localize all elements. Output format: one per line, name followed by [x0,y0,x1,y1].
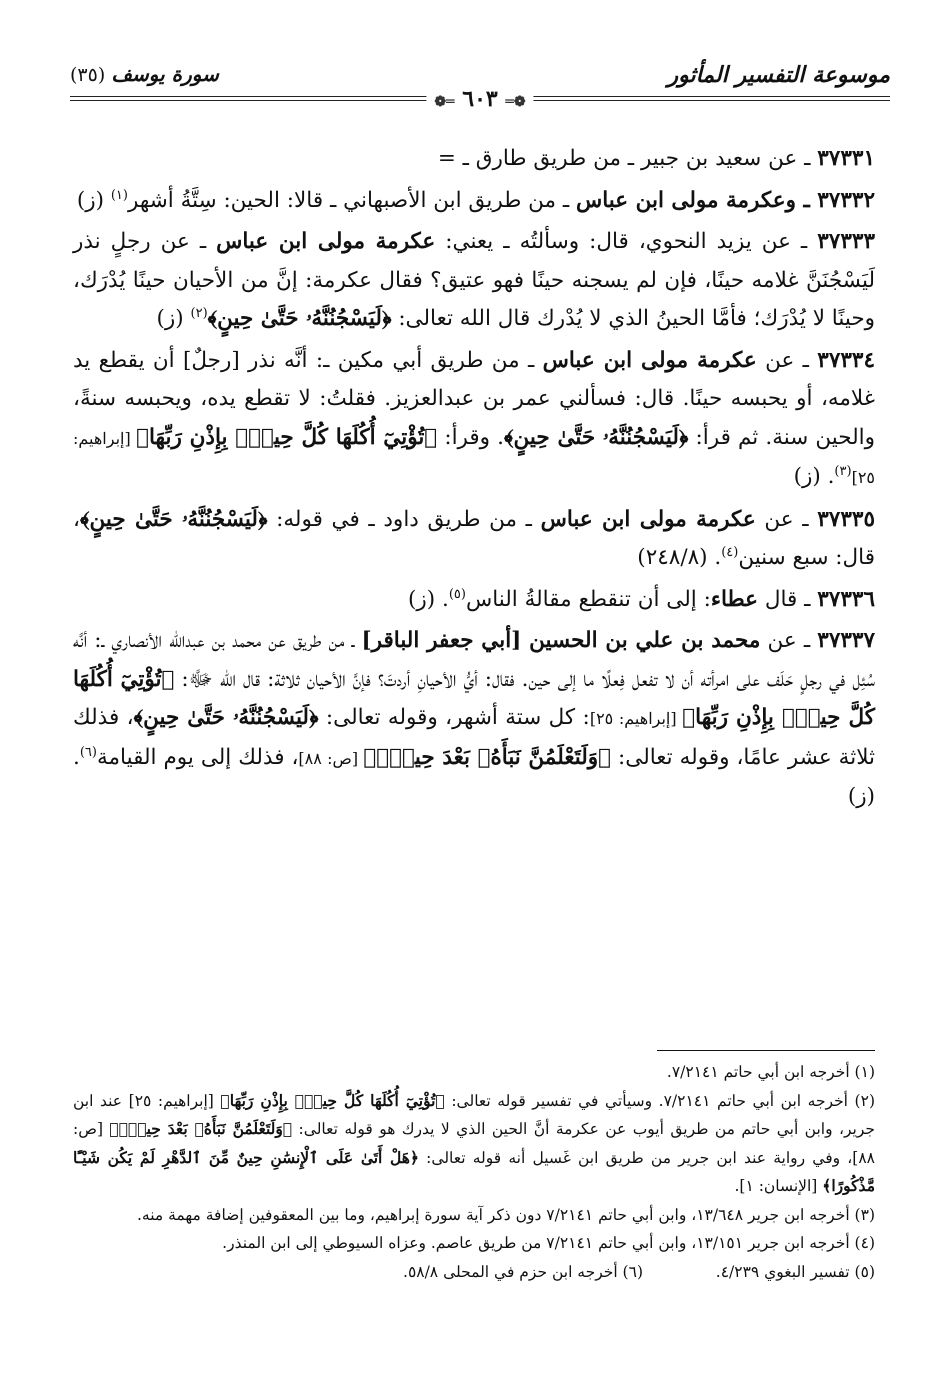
quran-verse: ﴿هَلْ أَتَىٰ عَلَى ٱلْإِنسَٰنِ حِينٌ مِّنَ ٱلدَّهْرِ لَمْ يَكُن شَيْـًٔا مَّذْكُورًا﴾ [73,1147,875,1195]
entry-37337 [73,622,875,817]
footnote-text: [إبراهيم: ٢٥] عند ابن جرير، وابن أبي حاتم من طريق أيوب عن عكرمة أنَّ الحين الذي لا يدرك هو قوله تعالى: [73,1091,875,1138]
sura-label [70,62,219,86]
footnote-marker: (٥) [448,586,466,602]
quran-verse: ﴿وَلَتَعْلَمُنَّ نَبَأَهُۥ بَعْدَ حِينٍۭ﴾ [363,744,612,770]
footnote-3: (٣) أخرجه ابن جرير ١٣/٦٤٨، وابن أبي حاتم ٧/٢١٤١ دون ذكر آية سورة إبراهيم، وما بين المعقوفين إضافة مهمة منه. [136,1205,875,1224]
verse-reference: [إبراهيم: ٢٥] [73,428,875,487]
footnote-marker: (٢) [190,305,208,321]
footnote-marker: (٤) [721,544,739,560]
footnote-marker: (٣) [834,463,852,479]
entry-text: ، فذلك ثلاثة عشر عامًا، وقوله تعالى: [73,705,876,770]
entry-text: ، فذلك إلى يوم القيامة [96,744,299,770]
entry-tail: (ز) [76,187,111,213]
entry-number: ٣٧٣٣٧ [817,628,876,653]
quran-verse: ﴿لَيَسْجُنُنَّهُۥ حَتَّىٰ حِينٍ﴾ [133,705,319,730]
entry-text: ـ من طريق عن محمد بن عبدالله الأنصاري ـ: أنَّه سُئِل في رجلٍ حَلَف على امرأته أن لا تفعل فِعلًا ما إلى حين. فقال: أيُّ الأحيانِ أردتَ؟ فإنَّ الأحيان ثلاثة: قال الله ﷻ: [73,628,875,692]
page-number-box [426,86,533,112]
footnote-marker: (٦) [79,744,97,760]
quran-verse: ﴿تُؤْتِيٓ أُكُلَهَا كُلَّ حِينٍۭ بِإِذْنِ رَبِّهَا﴾ [73,666,875,730]
verse-number: (٣٥) [70,64,106,86]
entry-text: ـ عن [755,506,818,532]
footnote-separator [657,1050,875,1051]
entry-37332 [73,182,875,221]
narrator-name: عكرمة مولى ابن عباس [216,229,436,254]
footnote-4: (٤) أخرجه ابن جرير ١٣/١٥١، وابن أبي حاتم ٧/٢١٤١ من طريق عاصم. وعزاه السيوطي إلى ابن المنذر. [222,1234,875,1252]
footnote-6: (٦) أخرجه ابن حزم في المحلى ٥٨/٨. [403,1262,643,1281]
quran-verse: ﴿لَيَسْجُنُنَّهُۥ حَتَّىٰ حِينٍ﴾ [79,506,268,532]
narrator-name: ـ وعكرمة مولى ابن عباس [576,187,818,213]
entry-text: ـ عن سعيد بن جبير ـ من طريق طارق ـ = [437,146,818,171]
entry-tail: . (ز) [793,464,835,489]
verse-reference: [ص: ٨٨] [298,748,364,768]
entry-number: ٣٧٣٣١ [817,146,875,171]
sura-name: سورة يوسف [111,62,219,86]
entry-37334 [73,342,875,498]
footnote-marker: (١) [110,187,128,203]
entry-text: ـ عن [760,628,818,653]
narrator-name: عطاء [710,586,758,612]
quran-verse: ﴿تُؤْتِيٓ أُكُلَهَا كُلَّ حِينٍۭ بِإِذْنِ رَبِّهَا﴾ [220,1090,445,1110]
entry-text: ـ من طريق ابن الأصبهاني ـ قالا: الحين: سِتَّةُ أشهر [127,187,576,213]
entry-number: ٣٧٣٣٥ [817,506,875,532]
entry-text: ، قال: سبع سنين [73,506,875,570]
entry-text: ـ من طريق داود ـ في قوله: [267,506,541,532]
ornament-icon: ❁═ [505,94,526,110]
footnote-row [73,1258,875,1287]
entry-number: ٣٧٣٣٢ [817,187,875,213]
footnote-text: (٢) أخرجه ابن أبي حاتم ٧/٢١٤١. وسيأتي في تفسير قوله تعالى: [444,1091,875,1110]
entry-text: ـ من طريق أبي مكين ـ: أنَّه نذر [رجلٌ] أن يقطع يد غلامه، أو يحبسه حينًا. قال: فسألني عمر بن عبدالعزيز. فقلتُ: لا تقطع يده، ويحبسه سنةً، والحين سنة. ثم قرأ: [73,347,875,450]
entry-text: : إلى أن تنقطع مقالةُ الناس [465,586,711,612]
entry-text: ـ عن [756,347,818,373]
footnote-5: (٥) تفسير البغوي ٤/٢٣٩. [715,1262,875,1281]
entry-tail: . (ز) [407,586,449,612]
page-number: ٦٠٣ [462,86,498,112]
verse-reference: [إبراهيم: ٢٥] [589,709,683,728]
entry-number: ٣٧٣٣٣ [817,229,875,254]
entry-tail: (ز) [156,306,191,331]
page-header [70,62,890,118]
footnote-2 [73,1087,875,1201]
narrator-name: عكرمة مولى ابن عباس [540,506,756,532]
entry-37336 [73,581,875,620]
entry-text: ـ عن يزيد النحوي، قال: وسألتُه ـ يعني: [435,229,818,254]
footnote-text: [الإنسان: ١]. [734,1177,823,1195]
entry-text: ـ عن رجلٍ نذر لَيَسْجُنَنَّ غلامه حينًا، فإن لم يسجنه حينًا فهو عتيق؟ فقال عكرمة: إنَّ من الأحيان حينًا يُدْرَك، وحينًا لا يُدْرَك؛ فأمَّا الحينُ الذي لا يُدْرك قال الله تعالى: [73,229,875,331]
narrator-name: محمد بن علي بن الحسين [أبي جعفر الباقر] [361,628,761,653]
footnote-text: [ص: ٨٨]، وفي رواية عند ابن جرير من طريق ابن غَسيل أنه قوله تعالى: [73,1120,875,1167]
entry-text: : كل ستة أشهر، وقوله تعالى: [318,705,590,730]
ornament-icon: ═❁ [434,94,455,110]
main-text [73,140,875,820]
entry-37333 [73,223,875,339]
footnotes [73,1058,875,1286]
entry-number: ٣٧٣٣٦ [817,586,875,612]
book-title: موسوعة التفسير المأثور [667,62,890,88]
quran-verse: ﴿وَلَتَعْلَمُنَّ نَبَأَهُۥ بَعْدَ حِينٍۭ﴾ [109,1119,293,1138]
quran-verse: ﴿لَيَسْجُنُنَّهُۥ حَتَّىٰ حِينٍ﴾ [504,424,689,450]
entry-tail: . (٢٤٨/٨) [637,545,722,570]
entry-text: . وقرأ: [437,424,505,450]
entry-37331 [73,140,875,179]
entry-number: ٣٧٣٣٤ [817,347,876,373]
quran-verse: ﴿تُؤْتِيٓ أُكُلَهَا كُلَّ حِينٍۭ بِإِذْنِ رَبِّهَا﴾ [136,424,438,450]
quran-verse: ﴿لَيَسْجُنُنَّهُۥ حَتَّىٰ حِينٍ﴾ [207,306,392,331]
entry-text: ـ قال [757,586,818,612]
narrator-name: عكرمة مولى ابن عباس [542,347,757,373]
footnote-1: (١) أخرجه ابن أبي حاتم ٧/٢١٤١. [666,1063,875,1081]
entry-tail: . (ز) [73,744,875,809]
entry-37335 [73,501,875,578]
